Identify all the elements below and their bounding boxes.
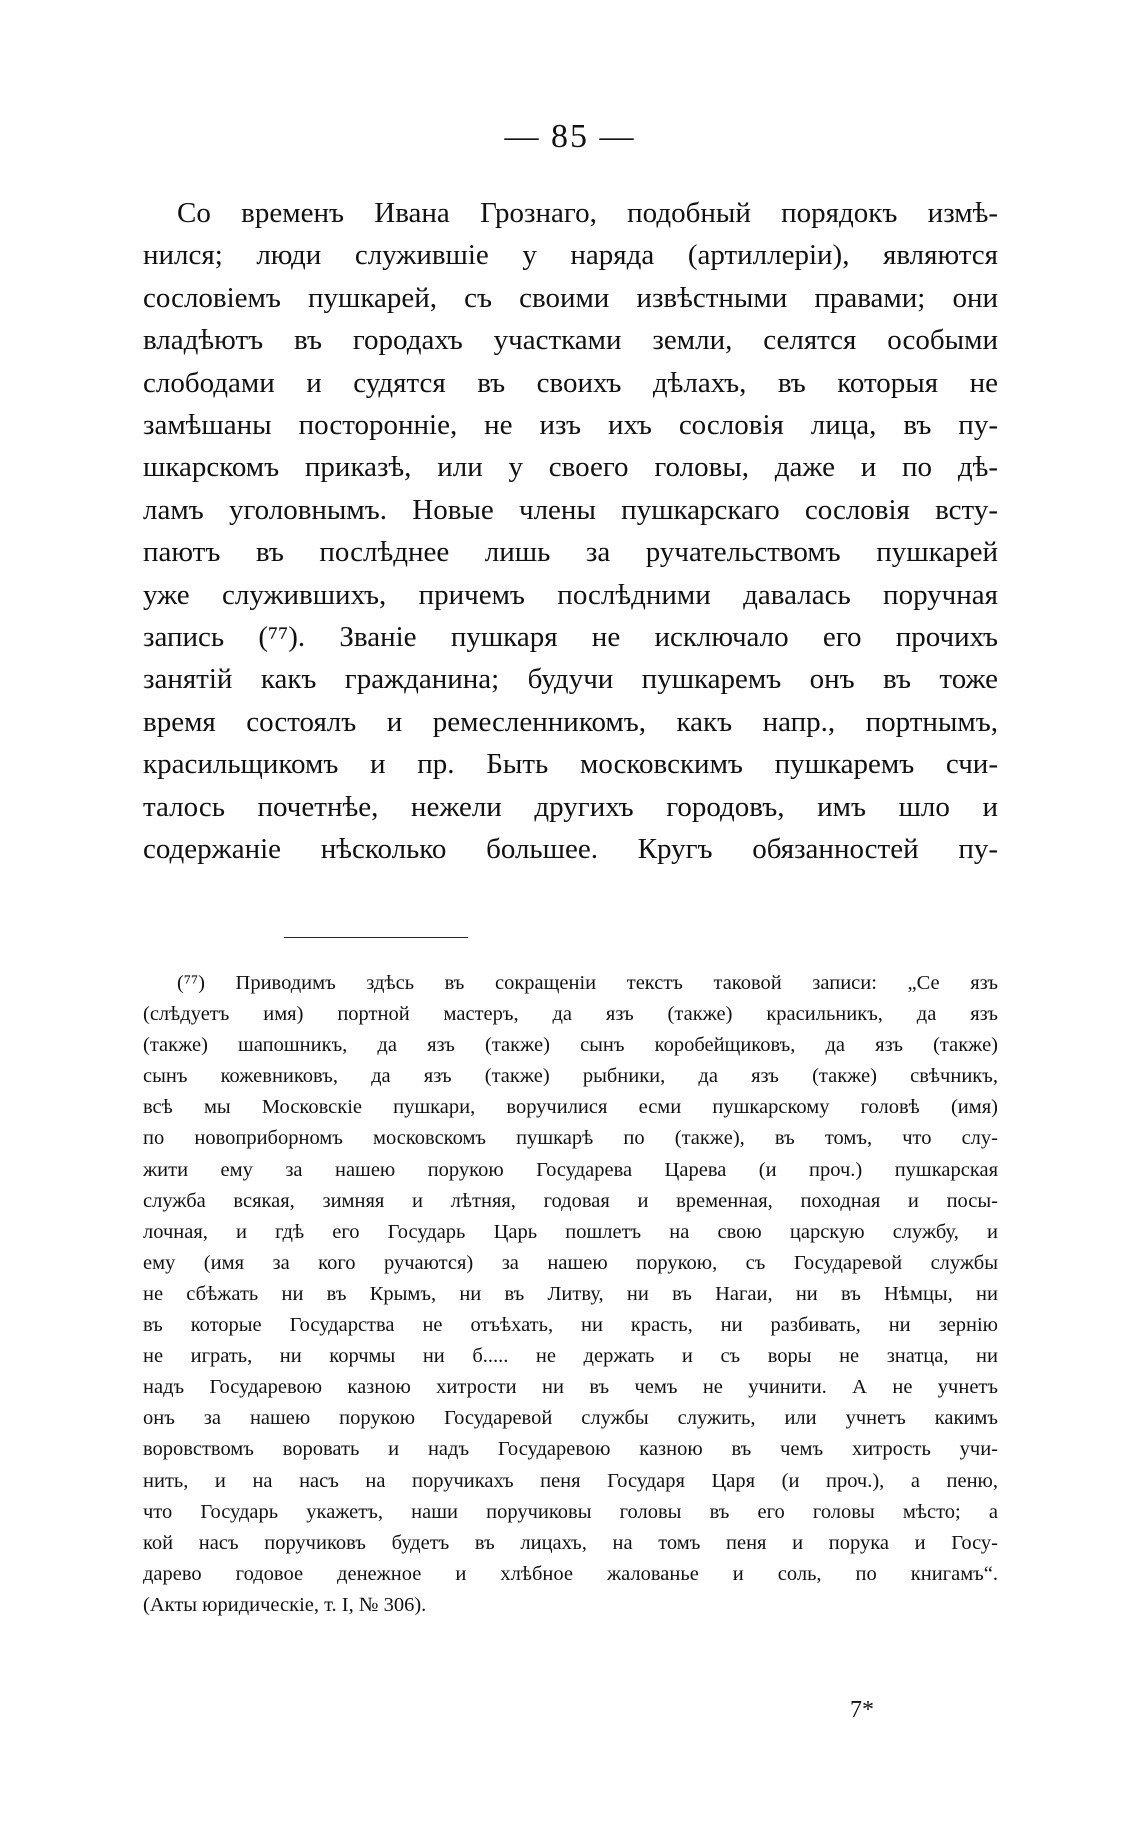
footnote-line: нить, и на насъ на поручикахъ пеня Государя Царя (и проч.), а пеню, bbox=[143, 1469, 998, 1492]
footnote-line: жити ему за нашею порукою Государева Царева (и проч.) пушкарская bbox=[143, 1158, 998, 1181]
main-line: содержаніе нѣсколько большее. Кругъ обязанностей пу- bbox=[143, 833, 998, 866]
footnote-line: дарево годовое денежное и хлѣбное жалованье и соль, по книгамъ“. bbox=[143, 1562, 998, 1585]
main-line: владѣютъ въ городахъ участками земли, селятся особыми bbox=[143, 324, 998, 357]
main-line: ламъ уголовнымъ. Новые члены пушкарскаго сословія всту- bbox=[143, 493, 998, 526]
footnote-line: (также) шапошникъ, да язъ (также) сынъ коробейщиковъ, да язъ (также) bbox=[143, 1034, 998, 1057]
main-line: занятій какъ гражданина; будучи пушкаремъ онъ въ тоже bbox=[143, 663, 998, 696]
footnote-line: (Акты юридическіе, т. I, № 306). bbox=[143, 1593, 427, 1616]
footnote-line: сынъ кожевниковъ, да язъ (также) рыбники, да язъ (также) свѣчникъ, bbox=[143, 1065, 998, 1088]
footnote-line: не играть, ни корчмы ни б..... не держать и съ воры не знатца, ни bbox=[143, 1345, 998, 1368]
main-text bbox=[143, 192, 998, 871]
main-line: сословіемъ пушкарей, съ своими извѣстными правами; они bbox=[143, 281, 998, 314]
footnote-line: надъ Государевою казною хитрости ни въ чемъ не учинити. А не учнетъ bbox=[143, 1376, 998, 1399]
footnote-line: не сбѣжать ни въ Крымъ, ни въ Литву, ни въ Нагаи, ни въ Нѣмцы, ни bbox=[143, 1282, 998, 1305]
footnote-line: лочная, и гдѣ его Государь Царь пошлетъ на свою царскую службу, и bbox=[143, 1220, 998, 1243]
footnote-divider bbox=[284, 937, 468, 938]
footnote-line: (⁷⁷) Приводимъ здѣсь въ сокращеніи текстъ таковой записи: „Се язъ bbox=[177, 972, 998, 994]
footnote-text bbox=[143, 968, 998, 1621]
footnote-line: (слѣдуетъ имя) портной мастеръ, да язъ (также) красильникъ, да язъ bbox=[143, 1003, 998, 1026]
footnote-line: въ которые Государства не отъѣхать, ни красть, ни разбивать, ни зернію bbox=[143, 1314, 998, 1337]
main-line: нился; люди служившіе у наряда (артиллеріи), являются bbox=[143, 239, 998, 272]
footnote-line: всѣ мы Московскіе пушкари, воручилися есми пушкарскому головѣ (имя) bbox=[143, 1096, 998, 1119]
footnote-line: воровствомъ воровать и надъ Государевою казною въ чемъ хитрость учи- bbox=[143, 1438, 998, 1461]
page-number: — 85 — bbox=[504, 118, 636, 155]
main-line: талось почетнѣе, нежели другихъ городовъ, имъ шло и bbox=[143, 790, 998, 823]
main-line: время состоялъ и ремесленникомъ, какъ напр., портнымъ, bbox=[143, 705, 998, 738]
signature-mark: 7* bbox=[850, 1697, 874, 1723]
footnote-line: ему (имя за кого ручаются) за нашею порукою, съ Государевой службы bbox=[143, 1251, 998, 1274]
footnote-line: служба всякая, зимняя и лѣтняя, годовая и временная, походная и посы- bbox=[143, 1189, 998, 1212]
main-line: красильщикомъ и пр. Быть московскимъ пушкаремъ счи- bbox=[143, 748, 998, 781]
main-line: уже служившихъ, причемъ послѣдними давалась поручная bbox=[143, 578, 998, 611]
main-line: Со временъ Ивана Грознаго, подобный порядокъ измѣ- bbox=[177, 197, 998, 229]
footnote-line: кой насъ поручиковъ будетъ въ лицахъ, на томъ пеня и порука и Госу- bbox=[143, 1531, 998, 1554]
footnote-line: по новоприборномъ московскомъ пушкарѣ по (также), въ томъ, что слу- bbox=[143, 1127, 998, 1150]
footnote-line: онъ за нашею порукою Государевой службы служить, или учнетъ какимъ bbox=[143, 1407, 998, 1430]
main-line: замѣшаны посторонніе, не изъ ихъ сословія лица, въ пу- bbox=[143, 409, 998, 442]
main-line: паютъ въ послѣднее лишь за ручательствомъ пушкарей bbox=[143, 536, 998, 569]
main-line: слободами и судятся въ своихъ дѣлахъ, въ которыя не bbox=[143, 366, 998, 399]
main-line: шкарскомъ приказѣ, или у своего головы, даже и по дѣ- bbox=[143, 451, 998, 484]
footnote-line: что Государь укажетъ, наши поручиковы головы въ его головы мѣсто; а bbox=[143, 1500, 998, 1523]
main-line: запись (⁷⁷). Званіе пушкаря не исключало его прочихъ bbox=[143, 621, 998, 654]
